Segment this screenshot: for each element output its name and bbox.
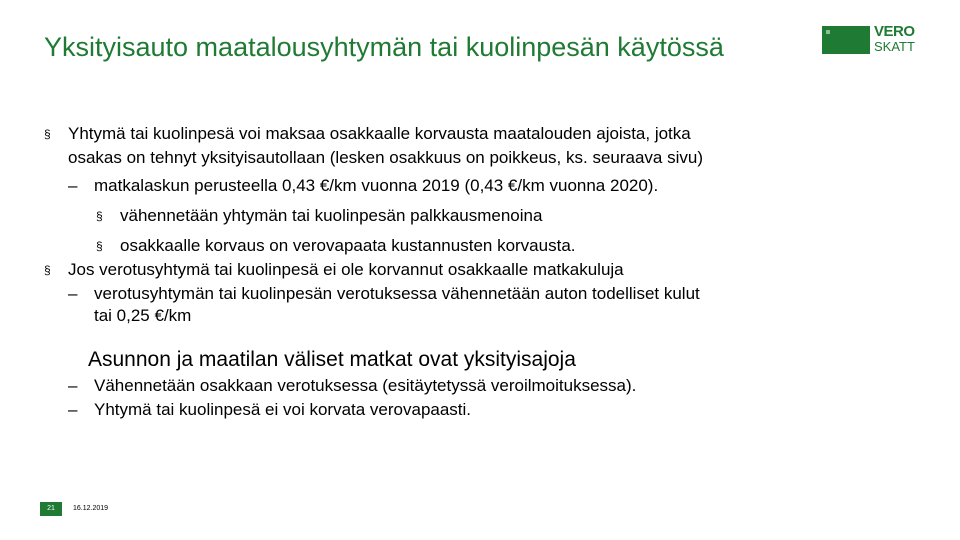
section-2-item-2: Yhtymä tai kuolinpesä ei voi korvata verovapaasti. (94, 400, 472, 419)
dash-icon: – (68, 400, 78, 419)
logo-text-vero: VERO (874, 23, 915, 40)
section-2-heading: Asunnon ja maatilan väliset matkat ovat yksityisajoja (88, 348, 576, 371)
dash-icon: – (68, 376, 78, 395)
bullet-square-icon: § (96, 209, 103, 223)
bullet-2-sub-line-2: tai 0,25 €/km (94, 306, 192, 325)
section-2-item-1: Vähennetään osakkaan verotuksessa (esitäytetyssä veroilmoituksessa). (94, 376, 637, 395)
slide-title: Yksityisauto maatalousyhtymän tai kuolinpesän käytössä (44, 32, 724, 62)
bullet-square-icon: § (44, 127, 51, 141)
bullet-2-line-1: Jos verotusyhtymä tai kuolinpesä ei ole korvannut osakkaalle matkakuluja (68, 260, 624, 279)
dash-icon: – (68, 284, 78, 303)
bullet-1-line-2: osakas on tehnyt yksityisautollaan (lesken osakkuus on poikkeus, ks. seuraava sivu) (68, 148, 703, 167)
bullet-2-sub-line-1: verotusyhtymän tai kuolinpesän verotuksessa vähennetään auton todelliset kulut (94, 284, 700, 303)
bullet-square-icon: § (96, 239, 103, 253)
bullet-1-sub-a: vähennetään yhtymän tai kuolinpesän palkkausmenoina (120, 206, 543, 225)
page-number: 21 (40, 502, 62, 516)
bullet-1-sub-b: osakkaalle korvaus on verovapaata kustannusten korvausta. (120, 236, 576, 255)
logo-text-skatt: SKATT (874, 39, 915, 54)
vero-skatt-logo (822, 24, 922, 56)
logo-mark-icon (822, 26, 870, 54)
dash-icon: – (68, 176, 78, 195)
bullet-1-sub: matkalaskun perusteella 0,43 €/km vuonna 2019 (0,43 €/km vuonna 2020). (94, 176, 659, 195)
footer-date: 16.12.2019 (73, 505, 109, 512)
bullet-square-icon: § (44, 263, 51, 277)
bullet-1-line-1: Yhtymä tai kuolinpesä voi maksaa osakkaalle korvausta maatalouden ajoista, jotka (68, 124, 691, 143)
